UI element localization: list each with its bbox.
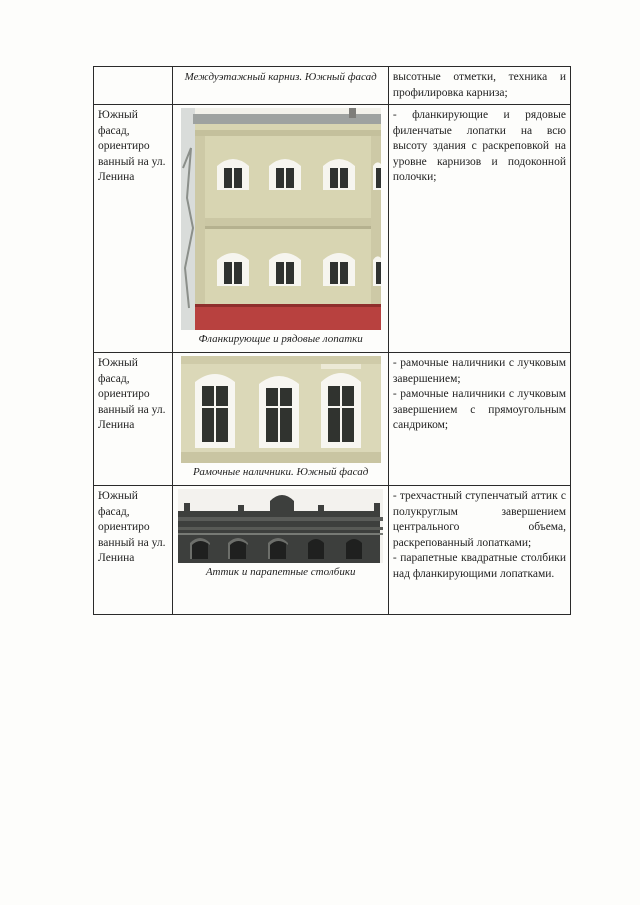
photo-cell [173, 353, 388, 486]
description-cell [388, 67, 570, 105]
description-line: - трехчастный ступенчатый аттик с полукруглым завершением центрального объема, раскрепованный лопатками; [392, 490, 566, 549]
description-line: - рамочные наличники с лучковым завершением с прямоугольным сандриком; [392, 388, 566, 431]
heritage-features-table [93, 66, 571, 615]
table-row [94, 105, 571, 353]
photo-cell [173, 105, 388, 353]
table-row [94, 486, 571, 615]
location-cell: Южный фасад, ориентиро ванный на ул. Ленина [94, 105, 173, 353]
photo-cell [173, 67, 388, 105]
photo-caption: Междуэтажный карниз. Южный фасад [184, 71, 377, 83]
photo-caption: Рамочные наличники. Южный фасад [193, 466, 369, 478]
photo-cell [173, 486, 388, 615]
window-frames-photo [181, 356, 381, 463]
attic-parapet-photo [178, 489, 383, 563]
description-cell [388, 105, 570, 353]
table-row [94, 67, 571, 105]
photo-caption: Фланкирующие и рядовые лопатки [198, 333, 363, 345]
description-line: - рамочные наличники с лучковым завершением; [392, 357, 566, 385]
photo-caption: Аттик и парапетные столбики [205, 566, 356, 578]
facade-pilasters-photo [181, 108, 381, 330]
description-line: высотные отметки, техника и профилировка карниза; [392, 71, 566, 99]
description-line: - фланкирующие и рядовые филенчатые лопатки на всю высоту здания с раскреповкой на уровне карнизов и подоконной полочки; [392, 109, 566, 183]
location-cell: Южный фасад, ориентиро ванный на ул. Ленина [94, 353, 173, 486]
table-row [94, 353, 571, 486]
location-cell: Южный фасад, ориентиро ванный на ул. Ленина [94, 486, 173, 615]
description-cell [388, 486, 570, 615]
description-line: - парапетные квадратные столбики над фланкирующими лопатками. [392, 552, 566, 580]
location-cell [94, 67, 173, 105]
description-cell [388, 353, 570, 486]
